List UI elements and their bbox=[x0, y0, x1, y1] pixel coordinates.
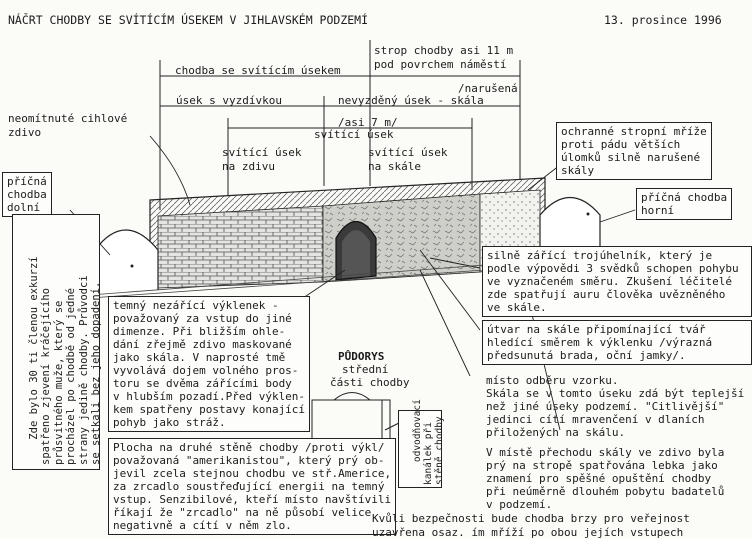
niche-line-3: dimenze. Při bližším ohle- bbox=[113, 325, 286, 338]
apparition-line-2: spatřeno zjevení kráčejícího bbox=[40, 287, 52, 465]
sample-site-note bbox=[486, 374, 744, 439]
sample-line-3: než jiné úseky podzemí. "Citlivější" bbox=[486, 400, 725, 413]
cross-upper-line-2: horní bbox=[641, 204, 675, 217]
wall-line-6: říkají že "zrcadlo" na ně působí velice bbox=[113, 506, 372, 519]
rock-face-line-1: útvar na skále připomínající tvář bbox=[487, 323, 706, 336]
sample-line-4: jedinci cítí mravenčení v dlaních bbox=[486, 413, 705, 426]
apparition-line-1: Zde bylo 30 ti členou exkurzí bbox=[27, 256, 40, 440]
corridor-with-glowing-label: chodba se svítícím úsekem bbox=[175, 64, 341, 77]
grille-line-2: proti pádu větších bbox=[561, 138, 681, 151]
niche-line-9: kem spatřeny postavy konající bbox=[113, 403, 306, 416]
sample-line-1: místo odběru vzorku. bbox=[486, 374, 619, 387]
wall-line-2: považovaná "amerikanistou", který prý ob- bbox=[113, 454, 385, 467]
brick-wall-label: neomítnuté cihlové bbox=[8, 112, 128, 125]
ceiling-depth-label: strop chodby asi 11 m bbox=[374, 44, 514, 57]
skull-note bbox=[486, 446, 724, 511]
grille-line-1: ochranné stropní mříže bbox=[561, 125, 707, 138]
sketch-date: 13. prosince 1996 bbox=[604, 13, 722, 27]
cross-corridor-upper-box bbox=[636, 188, 732, 220]
triangle-line-5: ve skále. bbox=[487, 301, 547, 314]
rock-face-line-2: hledící směrem k výklenku /výrazná bbox=[487, 336, 713, 349]
wall-line-7: negativně a cítí v něm zlo. bbox=[113, 519, 292, 532]
niche-line-4: dání zřejmě zdivo maskované bbox=[113, 338, 292, 351]
sample-line-2: Skála se v tomto úseku zdá být teplejší bbox=[486, 387, 745, 400]
apparition-line-6: se setkali bez jeho dopadení. bbox=[90, 281, 102, 465]
cross-upper-line-1: příčná chodba bbox=[641, 191, 728, 204]
triangle-line-3: ve vyznačeném směru. Zkušení léčitelé bbox=[487, 275, 733, 288]
niche-line-2: považovaný za vstup do jiné bbox=[113, 312, 292, 325]
grille-line-3: úlomků silně narušené bbox=[561, 151, 701, 164]
niche-line-1: temný nezářící výklenek - bbox=[113, 299, 279, 312]
triangle-line-4: zde spatřují auru člověka uvězněného bbox=[487, 288, 726, 301]
drain-line-1: odvodňovací bbox=[412, 399, 423, 463]
niche-line-10: pohyb jako stráž. bbox=[113, 416, 226, 429]
triangle-note-box bbox=[482, 246, 752, 317]
unlined-note: /narušená bbox=[458, 82, 518, 95]
drain-channel-box bbox=[398, 399, 445, 488]
skull-line-4: při neúměrně dlouhém pobytu badatelů bbox=[486, 485, 725, 498]
glowing-on-wall-label-2: na zdivu bbox=[222, 160, 275, 173]
sketch-title: NÁČRT CHODBY SE SVÍTÍCÍM ÚSEKEM V JIHLAVSKÉM PODZEMÍ bbox=[8, 13, 369, 27]
niche-line-6: vyvolává dojem volného pros- bbox=[113, 364, 299, 377]
niche-line-5: jako skála. V naprosté tmě bbox=[113, 351, 286, 364]
safety-note-line-1: Kvůli bezpečnosti bude chodba brzy pro veřejnost bbox=[372, 512, 690, 525]
glowing-section-label: svítící úsek bbox=[314, 128, 394, 141]
protective-grille-box bbox=[556, 122, 712, 180]
lined-section-label: úsek s vyzdívkou bbox=[176, 94, 282, 107]
cross-corridor-lower-box bbox=[2, 172, 52, 217]
floor-plan-sub-1: střední bbox=[342, 363, 389, 376]
apparition-note-box bbox=[12, 214, 100, 470]
skull-line-1: V místě přechodu skály ve zdivo byla bbox=[486, 446, 725, 459]
apparition-line-4: procházel po chodbě od jedné bbox=[65, 287, 77, 465]
cross-lower-line-3: dolní bbox=[7, 201, 41, 214]
wall-line-3: jevil zcela stejnou chodbu ve stř.Americe, bbox=[113, 467, 392, 480]
niche-line-7: toru se dvěma zářícími body bbox=[113, 377, 292, 390]
apparition-line-3: průsvitného muže, který se bbox=[52, 300, 65, 465]
opposite-wall-note-box bbox=[108, 438, 396, 535]
apparition-line-5: strany jedině chodby. Průvodci bbox=[77, 275, 90, 465]
drain-line-2: kanálek při bbox=[423, 422, 434, 485]
glowing-length-label: /asi 7 m/ bbox=[338, 116, 398, 129]
floor-plan-sub-2: části chodby bbox=[330, 376, 410, 389]
niche-line-8: v hlubším pozadí.Před výklen- bbox=[113, 390, 306, 403]
drain-line-3: stěně chodby bbox=[434, 416, 445, 485]
triangle-line-1: silně zářící trojúhelník, který je bbox=[487, 249, 713, 262]
rock-face-note-box bbox=[482, 320, 752, 365]
ceiling-depth-label-2: pod povrchem náměstí bbox=[374, 58, 507, 71]
skull-line-3: znamení pro spěšné opuštění chodby bbox=[486, 472, 712, 485]
sample-line-5: přiložených na skálu. bbox=[486, 426, 626, 439]
floor-plan-title: PŮDORYS bbox=[338, 350, 385, 363]
unlined-section-label: nevyzděný úsek - skála bbox=[338, 94, 484, 107]
wall-line-5: vstup. Senzibilové, kteří místo navštívili bbox=[113, 493, 392, 506]
wall-line-1: Plocha na druhé stěně chodby /proti výkl/ bbox=[113, 441, 385, 454]
grille-line-4: skály bbox=[561, 164, 595, 177]
wall-line-4: za zrcadlo soustřeďující energii na temný bbox=[113, 480, 385, 493]
cross-lower-line-1: příčná bbox=[7, 175, 47, 188]
cross-lower-line-2: chodba bbox=[7, 188, 47, 201]
skull-line-2: prý na stropě spatřována lebka jako bbox=[486, 459, 718, 472]
glowing-on-wall-label: svítící úsek bbox=[222, 146, 302, 159]
brick-wall-label-2: zdivo bbox=[8, 126, 42, 139]
rock-face-line-3: předsunutá brada, oční jamky/. bbox=[487, 349, 686, 362]
glowing-on-rock-label: svítící úsek bbox=[368, 146, 448, 159]
skull-line-5: v podzemí. bbox=[486, 498, 553, 511]
dark-niche-note-box bbox=[108, 296, 310, 432]
triangle-line-2: podle výpovědi 3 svědků schopen pohybu bbox=[487, 262, 739, 275]
safety-note-line-2: uzavřena osaz. ím mříží po obou jejích vstupech bbox=[372, 526, 684, 539]
glowing-on-rock-label-2: na skále bbox=[368, 160, 421, 173]
